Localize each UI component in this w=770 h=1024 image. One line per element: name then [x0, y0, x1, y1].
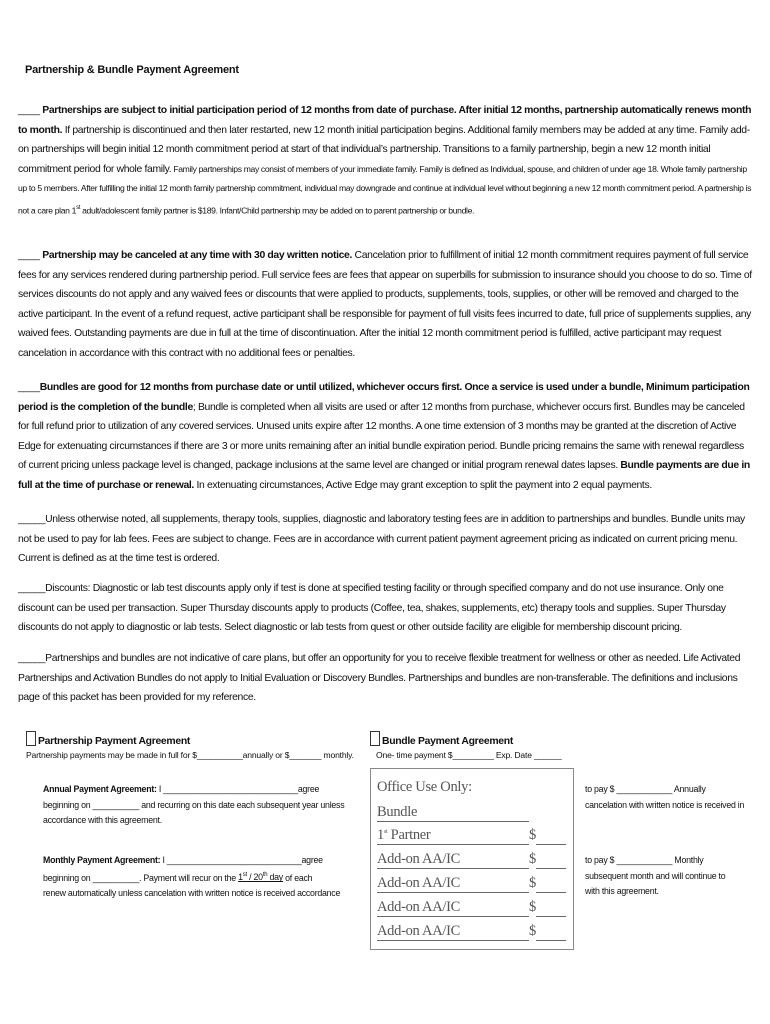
addon-amount-field[interactable] — [536, 851, 566, 869]
monthly-begin-text: beginning on __________. Payment will recur on the — [43, 872, 239, 883]
care-plans-text: Partnerships and bundles are not indicative of care plans, but offer an opportunity for you to receive flexible treatment for wellness or other as needed. Life Activated Partnerships and Activation Bundles do not apply to Initial Evaluation or Discovery Bundles. Partnerships and bundles are non-transferable. The definitions and inclusions page of this packet has been provided for my reference. — [18, 653, 741, 703]
cancellation-text: Cancelation prior to fulfillment of initial 12 month commitment requires payment of full service fees for any services rendered during partnership period. Full service fees are fees that appear on superbills for submission to insurance should you choose to do so. Time of services discounts do not apply and any waived fees or discounts that were applied to products, supplements, tools, supplies, or other will be removed and charged to the active participant. In the event of a refund request, active participant shall be responsible for payment of full visits fees incurred to date, full price of supplements supplies, any waived fees. Outstanding payments are due in full at the time of discontinuation. After the initial 12 month commitment period is fulfilled, active participant may request cancelation in accordance with this contract with no additional fees or penalties. — [18, 250, 752, 359]
annual-agreement — [43, 782, 363, 829]
annual-begin-field[interactable]: beginning on __________ and recurring on this date each subsequent year unless — [43, 799, 345, 810]
annual-name-field[interactable]: I _____________________________agree — [156, 784, 320, 794]
annual-right-text — [585, 782, 765, 813]
twentieth-number: / 20 — [246, 872, 263, 883]
family-pricing-text: adult/adolescent family partner is $189. Infant/Child partnership may be added on to parent partnership or bundle. — [80, 204, 475, 215]
initial-blank[interactable]: ____ — [18, 250, 40, 261]
addon-label: Add-on AA/IC — [377, 851, 529, 869]
annual-pay-field[interactable]: to pay $ ____________ Annually — [585, 784, 706, 794]
bundle-label[interactable]: Bundle — [377, 804, 529, 822]
cancellation-bold: Partnership may be canceled at any time with 30 day written notice. — [42, 250, 353, 261]
office-addon-row — [377, 923, 566, 941]
cancellation-paragraph — [18, 246, 754, 363]
page-title: Partnership & Bundle Payment Agreement — [25, 64, 239, 76]
fees-paragraph — [18, 510, 754, 569]
addon-amount-field[interactable] — [536, 875, 566, 893]
monthly-each-text: of each — [282, 872, 313, 883]
office-use-box — [370, 768, 574, 950]
monthly-begin-field[interactable] — [43, 869, 363, 886]
partnership-payment-title — [26, 731, 190, 747]
bundle-checkbox[interactable] — [370, 731, 380, 746]
monthly-continue-text: subsequent month and will continue to — [585, 870, 726, 881]
addon-label: Add-on AA/IC — [377, 875, 529, 893]
first-sup: st — [76, 204, 81, 211]
bundle-paragraph — [18, 378, 754, 495]
discounts-paragraph — [18, 579, 754, 638]
dollar-sign: $ — [529, 875, 536, 891]
office-addon-row — [377, 875, 566, 893]
first-label-sup: st — [383, 829, 388, 836]
dollar-sign: $ — [529, 923, 536, 939]
initial-blank[interactable]: _____ — [18, 514, 46, 525]
annual-cancel-text: cancelation with written notice is received in — [585, 799, 745, 810]
addon-amount-field[interactable] — [536, 923, 566, 941]
addon-label: Add-on AA/IC — [377, 923, 529, 941]
annual-label: Annual Payment Agreement: — [43, 784, 157, 794]
partnership-payment-sub: Partnership payments may be made in full for $__________annually or $_______ monthly. — [26, 750, 354, 760]
monthly-agreement — [43, 853, 363, 901]
bundle-extension-text: In extenuating circumstances, Active Edge may grant exception to split the payment into 2 equal payments. — [193, 479, 652, 491]
partnership-term-bold: Partnerships are subject to initial participation period of 12 months from date of purchase. After initial 12 months, partnership automatically renews month to month. — [18, 105, 752, 136]
dollar-sign: $ — [529, 851, 536, 867]
monthly-renew: renew automatically unless cancelation with written notice is received accordance — [43, 887, 341, 898]
bundle-payment-title-text: Bundle Payment Agreement — [382, 736, 513, 747]
dollar-sign: $ — [529, 827, 536, 843]
fees-text: Unless otherwise noted, all supplements, therapy tools, supplies, diagnostic and laboratory testing fees are in addition to partnerships and bundles. Bundle units may not be used to pay for lab fees. Fees are subject to change. Fees are in accordance with current patient payment agreement pricing as indicated on current pricing menu. Current is defined as at the time test is ordered. — [18, 514, 745, 564]
office-bundle-row — [377, 804, 529, 822]
family-definition-text: Family partnerships may consist of members of your immediate family. Family is defined as Individual, spouse, and children of under age 18. Whole family partnership up to 5 members. After fulfilling the initial 12 month family partnership commitment, individual may downgrade and continue at individual level without beginning a new 12 month commitment period. A partnership is not a care plan 1 — [18, 163, 752, 215]
bundle-payment-bold: Bundle payments are due in full at the time of purchase or renewal. — [18, 460, 750, 491]
first-label: 1 — [377, 827, 384, 843]
initial-blank[interactable]: _____ — [18, 653, 46, 664]
st-sup: st — [242, 872, 247, 879]
partner-label: Partner — [387, 827, 431, 843]
annual-accordance: accordance with this agreement. — [43, 815, 162, 825]
office-partner-row — [377, 827, 566, 845]
monthly-agreement-text: with this agreement. — [585, 886, 659, 896]
monthly-label: Monthly Payment Agreement: — [43, 855, 161, 865]
bundle-payment-title — [370, 731, 513, 747]
partnership-term-text: If partnership is discontinued and then later restarted, new 12 month initial participation begins. Additional family members may be added at any time. Family add-on partnerships will begin initial 12 month commitment period at start of that individual’s partnership. Transitions to a family partnership, begin a new 12 month initial commitment period for whole family. — [18, 124, 750, 175]
partnership-payment-title-text: Partnership Payment Agreement — [38, 736, 191, 747]
th-sup: th — [262, 872, 268, 879]
first-number: 1 — [238, 872, 243, 883]
monthly-right-text — [585, 853, 765, 900]
initial-blank[interactable]: ____ — [18, 382, 40, 393]
dollar-sign: $ — [529, 899, 536, 915]
office-addon-row — [377, 851, 566, 869]
care-plans-paragraph — [18, 649, 754, 708]
initial-blank[interactable]: ____ — [18, 105, 40, 116]
bundle-text: ; Bundle is completed when all visits are used or after 12 months from purchase, whichever occurs first. Bundles may be canceled for full refund prior to utilization of any covered services. Unused units expire after 12 months. A one time extension of 3 months may be granted at the discretion of Active Edge for extenuating circumstances if there are 3 or more units remaining after an initial bundle expiration period. Bundle pricing remains the same with renewal regardless of current pricing unless package level is changed, package inclusions at the same level are changed or initial program renewal dates lapses. — [18, 401, 745, 471]
partner-amount-field[interactable] — [536, 827, 566, 845]
initial-blank[interactable]: _____ — [18, 583, 46, 594]
partnership-checkbox[interactable] — [26, 731, 36, 746]
monthly-pay-field[interactable]: to pay $ ____________ Monthly — [585, 855, 704, 865]
discounts-text: Discounts: Diagnostic or lab test discounts apply only if test is done at specified testing facility or through specified company and do not use insurance. Only one discount can be used per transaction. Super Thursday discounts apply to products (Coffee, tea, shakes, supplements, etc) therapy tools and supplies. Super Thursday discounts do not apply to diagnostic or lab tests. Select diagnostic or lab tests from quest or other outside facility are eligible for membership discount pricing. — [18, 583, 726, 633]
day-word: day — [267, 872, 283, 883]
addon-label: Add-on AA/IC — [377, 899, 529, 917]
bundle-payment-sub[interactable]: One- time payment $_________ Exp. Date ______ — [376, 750, 562, 760]
bundle-bold: Bundles are good for 12 months from purchase date or until utilized, whichever occurs first. Once a service is used under a bundle, Minimum participation period is the completion of the bundle — [18, 382, 750, 413]
office-addon-row — [377, 899, 566, 917]
partnership-term-paragraph — [18, 101, 754, 220]
monthly-name-field[interactable]: I _____________________________agree — [160, 855, 323, 865]
monthly-day-option[interactable] — [238, 872, 283, 882]
office-use-title: Office Use Only: — [377, 779, 472, 795]
addon-amount-field[interactable] — [536, 899, 566, 917]
